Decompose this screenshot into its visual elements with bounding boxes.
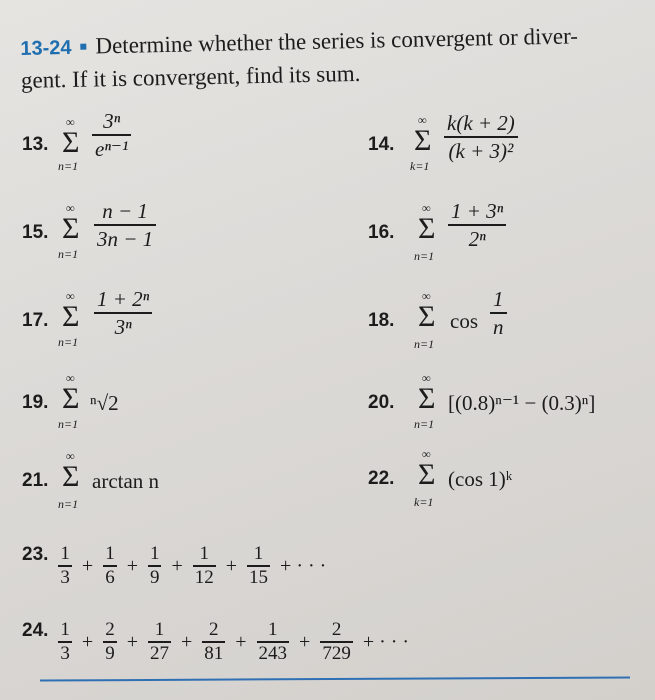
sigma-symbol: Σ bbox=[62, 126, 80, 159]
problem-number: 22. bbox=[368, 468, 395, 489]
plus-sign: + bbox=[171, 554, 183, 577]
denominator: (k + 3)² bbox=[448, 138, 514, 163]
plus-sign: + bbox=[180, 630, 193, 653]
denominator: 729 bbox=[322, 642, 351, 664]
sigma-lower-limit: n=1 bbox=[58, 417, 79, 431]
sigma-symbol: Σ bbox=[62, 460, 80, 493]
term-fraction bbox=[58, 619, 72, 665]
term-fraction bbox=[193, 543, 216, 589]
cos-function: cos bbox=[450, 309, 478, 333]
term-fraction bbox=[103, 543, 117, 589]
numerator: 1 bbox=[154, 619, 165, 641]
sigma-symbol: Σ bbox=[62, 382, 80, 415]
sigma-upper-limit: ∞ bbox=[418, 113, 427, 127]
term-fraction bbox=[320, 619, 353, 665]
problem-18 bbox=[368, 284, 538, 354]
denominator: 6 bbox=[105, 566, 115, 588]
sigma-symbol: Σ bbox=[62, 300, 80, 333]
fraction bbox=[92, 108, 131, 162]
plus-sign: + bbox=[81, 630, 94, 653]
bullet-icon bbox=[80, 44, 86, 50]
denominator: 243 bbox=[258, 642, 288, 664]
page-divider bbox=[40, 676, 630, 681]
sigma-upper-limit: ∞ bbox=[422, 289, 431, 303]
numerator: 1 bbox=[149, 543, 160, 565]
numerator: 1 bbox=[60, 543, 70, 565]
plus-sign: + bbox=[126, 554, 138, 577]
fraction bbox=[94, 198, 156, 252]
problem-number: 18. bbox=[368, 310, 395, 331]
ellipsis: + · · · bbox=[362, 630, 410, 653]
problem-number: 20. bbox=[368, 392, 395, 413]
problem-16 bbox=[368, 196, 568, 266]
fraction bbox=[444, 110, 518, 164]
sigma-lower-limit: n=1 bbox=[58, 247, 79, 261]
arctan-expression: arctan n bbox=[92, 469, 160, 493]
sigma-symbol: Σ bbox=[418, 458, 436, 491]
root-expression: ⁿ√2 bbox=[90, 391, 119, 415]
denominator: 3n − 1 bbox=[97, 226, 154, 251]
problem-number: 13. bbox=[22, 134, 49, 155]
denominator: 12 bbox=[194, 566, 214, 588]
ellipsis: + · · · bbox=[280, 554, 327, 577]
problem-24 bbox=[22, 614, 522, 670]
sigma-lower-limit: n=1 bbox=[58, 335, 79, 349]
numerator: 2 bbox=[331, 619, 342, 641]
plus-sign: + bbox=[225, 554, 238, 577]
problem-14 bbox=[368, 106, 588, 178]
sigma-upper-limit: ∞ bbox=[66, 201, 75, 215]
exercise-header bbox=[20, 19, 631, 96]
term-fraction bbox=[148, 619, 171, 665]
term-fraction bbox=[247, 543, 270, 589]
numerator: n − 1 bbox=[102, 199, 148, 223]
problem-19 bbox=[22, 370, 212, 430]
term-fraction bbox=[148, 543, 162, 589]
instruction-line-1: Determine whether the series is convergent or diver- bbox=[95, 23, 579, 59]
section-number: 13-24 bbox=[20, 36, 72, 60]
denominator: 15 bbox=[249, 566, 269, 588]
term-fraction bbox=[202, 619, 225, 665]
denominator: n bbox=[493, 314, 504, 339]
sigma-upper-limit: ∞ bbox=[66, 289, 75, 303]
problem-number: 19. bbox=[22, 392, 49, 413]
denominator: 27 bbox=[149, 642, 169, 664]
denominator: eⁿ⁻¹ bbox=[95, 136, 129, 161]
sigma-lower-limit: k=1 bbox=[410, 159, 430, 173]
numerator: 2 bbox=[105, 619, 115, 641]
denominator: 3 bbox=[60, 642, 70, 664]
numerator: 1 bbox=[60, 619, 70, 641]
sigma-symbol: Σ bbox=[414, 124, 432, 157]
sigma-lower-limit: n=1 bbox=[414, 249, 435, 263]
problem-23 bbox=[22, 538, 442, 594]
numerator: 1 + 3ⁿ bbox=[451, 199, 504, 223]
term-fraction bbox=[103, 619, 117, 665]
numerator: 1 + 2ⁿ bbox=[97, 287, 150, 311]
plus-sign: + bbox=[299, 630, 311, 653]
sigma-symbol: Σ bbox=[418, 382, 436, 415]
sigma-symbol: Σ bbox=[418, 212, 436, 245]
instruction-line-2: gent. If it is convergent, find its sum. bbox=[20, 60, 361, 93]
denominator: 2ⁿ bbox=[468, 226, 486, 251]
fraction bbox=[448, 198, 506, 252]
term-fraction bbox=[58, 543, 72, 589]
numerator: 1 bbox=[268, 619, 278, 641]
problem-number: 24. bbox=[22, 620, 49, 641]
term-fraction bbox=[257, 619, 290, 665]
problem-number: 16. bbox=[368, 222, 395, 243]
denominator: 9 bbox=[149, 566, 160, 588]
numerator: 2 bbox=[209, 619, 219, 641]
denominator: 3ⁿ bbox=[114, 314, 132, 339]
sigma-symbol: Σ bbox=[62, 212, 80, 245]
sigma-upper-limit: ∞ bbox=[422, 371, 431, 385]
problem-number: 17. bbox=[22, 310, 49, 331]
denominator: 81 bbox=[204, 642, 224, 664]
numerator: 1 bbox=[493, 287, 504, 311]
problem-21 bbox=[22, 446, 212, 510]
problem-number: 21. bbox=[22, 470, 49, 491]
sigma-upper-limit: ∞ bbox=[422, 201, 431, 215]
problem-15 bbox=[22, 196, 212, 266]
plus-sign: + bbox=[81, 554, 94, 577]
fraction bbox=[490, 286, 507, 340]
sigma-lower-limit: n=1 bbox=[414, 337, 435, 351]
cos-power-expression: (cos 1)ᵏ bbox=[448, 467, 513, 491]
sigma-lower-limit: n=1 bbox=[58, 497, 79, 511]
sigma-lower-limit: k=1 bbox=[414, 495, 434, 509]
series-expression: [(0.8)ⁿ⁻¹ − (0.3)ⁿ] bbox=[448, 391, 596, 415]
sigma-lower-limit: n=1 bbox=[58, 159, 79, 173]
problem-number: 15. bbox=[22, 222, 49, 243]
denominator: 9 bbox=[105, 642, 115, 664]
plus-sign: + bbox=[126, 630, 138, 653]
problem-20 bbox=[368, 370, 638, 430]
numerator: 1 bbox=[199, 543, 210, 565]
plus-sign: + bbox=[235, 630, 247, 653]
problem-17 bbox=[22, 284, 212, 354]
fraction bbox=[94, 286, 152, 340]
sigma-upper-limit: ∞ bbox=[66, 371, 75, 385]
numerator: 1 bbox=[105, 543, 115, 565]
problem-number: 14. bbox=[368, 134, 395, 155]
sigma-lower-limit: n=1 bbox=[414, 417, 435, 431]
sigma-upper-limit: ∞ bbox=[66, 115, 75, 129]
problem-13 bbox=[22, 108, 212, 178]
sigma-symbol: Σ bbox=[418, 300, 436, 333]
sigma-upper-limit: ∞ bbox=[66, 449, 75, 463]
numerator: 1 bbox=[253, 543, 264, 565]
denominator: 3 bbox=[60, 566, 70, 588]
problem-number: 23. bbox=[22, 544, 49, 565]
sigma-upper-limit: ∞ bbox=[422, 447, 431, 461]
numerator: 3ⁿ bbox=[103, 109, 121, 133]
numerator: k(k + 2) bbox=[447, 111, 515, 135]
problem-22 bbox=[368, 444, 568, 508]
